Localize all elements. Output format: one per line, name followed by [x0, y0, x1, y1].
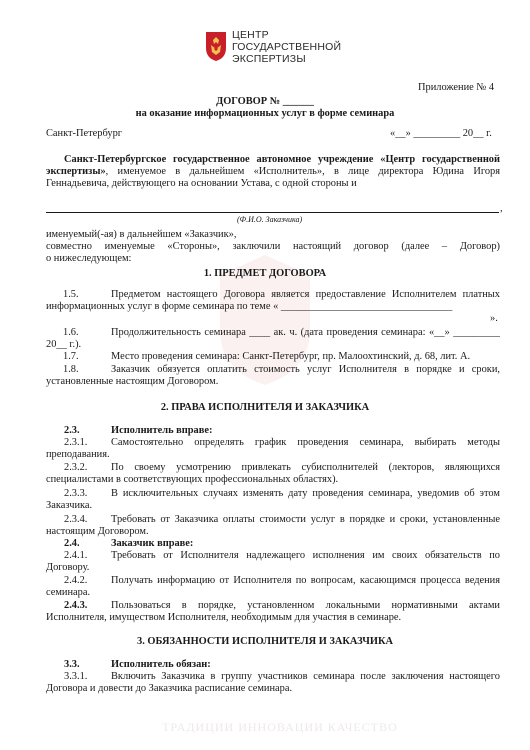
- clause-2-4-3-number: 2.4.3.: [64, 600, 88, 611]
- customer-line-comma: ,: [500, 203, 503, 214]
- clause-3-3-number: 3.3.: [64, 659, 80, 670]
- logo: [204, 30, 228, 67]
- coat-of-arms-icon: [204, 30, 228, 62]
- logo-line-1: ЦЕНТР: [232, 29, 269, 41]
- clause-2-4-heading: Заказчик вправе:: [111, 538, 194, 549]
- clause-1-6-text: Продолжительность семинара ____ ак. ч. (дата проведения семинара: «__» _________ 20__ г.).: [46, 327, 500, 350]
- clause-2-3-1-number: 2.3.1.: [64, 437, 88, 448]
- clause-3-3-1-text: Включить Заказчика в группу участников семинара после заключения настоящего Договора и довести до Заказчика расписание семинара.: [46, 671, 500, 694]
- parties-line-1: совместно именуемые «Стороны», заключили настоящий договор (далее – Договор): [46, 241, 500, 252]
- clause-1-8-number: 1.8.: [63, 364, 79, 375]
- clause-1-7-number: 1.7.: [63, 351, 79, 362]
- clause-2-3-3-number: 2.3.3.: [64, 488, 88, 499]
- fio-caption: (Ф.И.О. Заказчика): [237, 215, 303, 224]
- clause-2-4-3-text: Пользоваться в порядке, установленном локальными нормативными актами Исполнителя, имуществом Исполнителя, необходимым для участия в семинаре.: [46, 600, 500, 623]
- section-1-title: 1. ПРЕДМЕТ ДОГОВОРА: [203, 268, 327, 279]
- clause-2-4-2-number: 2.4.2.: [64, 575, 88, 586]
- clause-2-3-4-text: Требовать от Заказчика оплаты стоимости услуг в порядке и сроки, установленные настоящим Договором.: [46, 514, 500, 537]
- clause-3-3-heading: Исполнитель обязан:: [111, 659, 211, 670]
- logo-line-3: ЭКСПЕРТИЗЫ: [232, 53, 306, 65]
- contract-title: ДОГОВОР № ______: [216, 96, 314, 107]
- clause-1-8-text: Заказчик обязуется оплатить стоимость услуг Исполнителя в порядке и сроки, установленные настоящим Договором.: [46, 364, 500, 387]
- appendix-label: Приложение № 4: [418, 82, 495, 93]
- customer-designation: именуемый(-ая) в дальнейшем «Заказчик»,: [46, 229, 237, 240]
- contract-subtitle: на оказание информационных услуг в форме семинара: [135, 108, 395, 119]
- preamble: [46, 154, 500, 190]
- contract-date: «__» _________ 20__ г.: [390, 128, 492, 139]
- clause-1-6-number: 1.6.: [63, 327, 79, 338]
- customer-name-line: [46, 212, 499, 213]
- section-2-title: 2. ПРАВА ИСПОЛНИТЕЛЯ И ЗАКАЗЧИКА: [160, 402, 370, 413]
- clause-1-5-tail: ».: [490, 313, 498, 324]
- contract-city: Санкт-Петербург: [46, 128, 123, 139]
- clause-2-4-1-text: Требовать от Исполнителя надлежащего исполнения им своих обязательств по Договору.: [46, 550, 500, 573]
- clause-2-3-1-text: Самостоятельно определять график проведения семинара, выбирать методы преподавания.: [46, 437, 500, 460]
- parties-line-2: о нижеследующем:: [46, 253, 132, 264]
- clause-1-5-text: Предметом настоящего Договора является предоставление Исполнителем платных информационных услуг в форме семинара по теме « _________________________________: [46, 289, 500, 312]
- clause-2-4-1-number: 2.4.1.: [64, 550, 88, 561]
- preamble-text: , именуемое в дальнейшем «Исполнитель», в лице директора Юдина Игоря Геннадьевича, действующего на основании Устава, с одной стороны и: [46, 166, 500, 189]
- clause-2-3-2-number: 2.3.2.: [64, 462, 88, 473]
- clause-2-4-2-text: Получать информацию от Исполнителя по вопросам, касающимся процесса ведения семинара.: [46, 575, 500, 598]
- clause-3-3-1-number: 3.3.1.: [64, 671, 88, 682]
- logo-line-2: ГОСУДАРСТВЕННОЙ: [232, 41, 342, 53]
- clause-2-3-heading: Исполнитель вправе:: [111, 425, 213, 436]
- clause-1-7-text: Место проведения семинара: Санкт-Петербург, пр. Малоохтинский, д. 68, лит. А.: [111, 351, 471, 362]
- section-3-title: 3. ОБЯЗАННОСТИ ИСПОЛНИТЕЛЯ И ЗАКАЗЧИКА: [137, 636, 393, 647]
- footer-watermark: ТРАДИЦИИ ИННОВАЦИИ КАЧЕСТВО: [162, 720, 398, 734]
- clause-2-3-3-text: В исключительных случаях изменять дату проведения семинара, уведомив об этом Заказчика.: [46, 488, 500, 511]
- clause-2-3-4-number: 2.3.4.: [64, 514, 88, 525]
- clause-2-3-2-text: По своему усмотрению привлекать субисполнителей (лекторов, являющихся специалистами в соответствующих профессиональных областях).: [46, 462, 500, 485]
- clause-1-5-number: 1.5.: [63, 289, 79, 300]
- clause-2-3-number: 2.3.: [64, 425, 80, 436]
- clause-2-4-number: 2.4.: [64, 538, 80, 549]
- preamble-org-name: Санкт-Петербургское государственное автономное учреждение «Центр государственной экспертизы»: [46, 154, 500, 177]
